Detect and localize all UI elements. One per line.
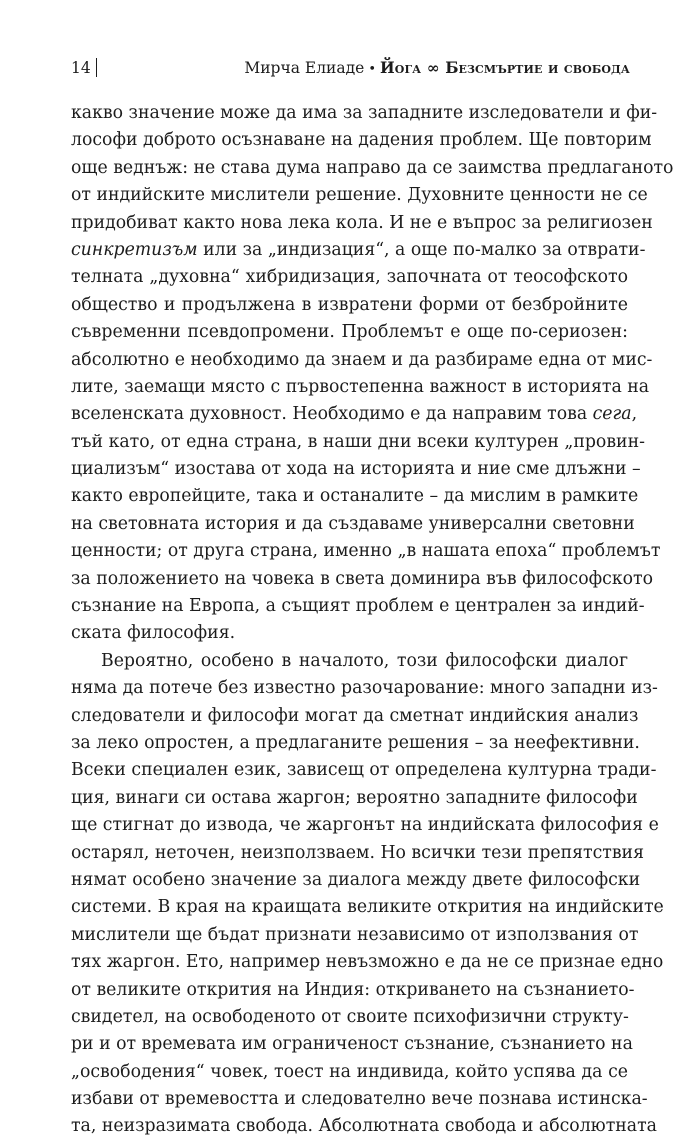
text-line: ри и от времевата им ограниченост съзнание, съзнанието на bbox=[71, 1034, 633, 1055]
text-line: няма да потече без известно разочарование: много западни из- bbox=[71, 678, 658, 699]
text-line: от индийските мислители решение. Духовните ценности не се bbox=[71, 185, 648, 206]
paragraph-end-line: ската философия. bbox=[71, 623, 236, 644]
text-line: какво значение може да има за западните изследователи и фи- bbox=[71, 103, 658, 123]
text-line: вселенската духовност. Необходимо е да направим това сега, bbox=[71, 404, 638, 425]
text-line: на световната история и да създаваме универсални световни bbox=[71, 513, 635, 534]
text-line: та, неизразимата свобода. Абсолютната свобода и абсолютната bbox=[71, 1116, 657, 1137]
text-line: синкретизъм или за „индизация“, а още по-малко за отврати- bbox=[71, 239, 646, 260]
text-line: за леко опростен, а предлаганите решения – за неефективни. bbox=[71, 732, 640, 753]
paragraph-start-line: Вероятно, особено в началото, този философски диалог bbox=[101, 650, 628, 671]
emphasized-word: сега bbox=[592, 404, 632, 425]
bullet-separator: • bbox=[368, 62, 377, 77]
text-line: общество и продължена в извратени форми от безбройните bbox=[71, 294, 628, 315]
text-line: още веднъж: не става дума направо да се заимства предлаганото bbox=[71, 157, 674, 178]
page-number: 14 bbox=[71, 57, 97, 79]
text-line: ще стигнат до извода, че жаргонът на индийската философия е bbox=[71, 815, 659, 836]
text-line: циализъм“ изостава от хода на историята и ние сме длъжни – bbox=[71, 459, 641, 480]
emphasized-word: синкретизъм bbox=[71, 239, 198, 260]
text-line: ция, винаги си остава жаргон; вероятно западните философи bbox=[71, 787, 638, 808]
text-line: избави от времевостта и следователно вече познава истинска- bbox=[71, 1089, 648, 1110]
text-line: тъй като, от една страна, в наши дни всеки културен „провин- bbox=[71, 431, 645, 452]
text-line: ценности; от друга страна, именно „в нашата епоха“ проблемът bbox=[71, 541, 661, 562]
text-line: остарял, неточен, неизползваем. Но всички тези препятствия bbox=[71, 842, 644, 863]
running-title bbox=[244, 57, 630, 81]
text-line: мислители ще бъдат признати независимо от използвания от bbox=[71, 924, 639, 945]
text-line: съвременни псевдопромени. Проблемът е още по-сериозен: bbox=[71, 322, 628, 343]
text-line: „освободения“ човек, тоест на индивида, който успява да се bbox=[71, 1061, 628, 1082]
body-text bbox=[71, 100, 674, 1141]
text-line: системи. В края на краищата великите открития на индийските bbox=[71, 897, 664, 918]
text-line: тях жаргон. Ето, например невъзможно е да не се признае едно bbox=[71, 952, 664, 973]
text-line: телната „духовна“ хибридизация, започната от теософското bbox=[71, 267, 628, 288]
text-line: лософи доброто осъзнаване на дадения проблем. Ще повторим bbox=[71, 130, 652, 151]
text-line: за положението на човека в света доминира във философското bbox=[71, 568, 654, 589]
page-number-divider bbox=[96, 58, 98, 77]
text-line: придобиват както нова лека кола. И не е въпрос за религиозен bbox=[71, 212, 653, 233]
text-line: абсолютно е необходимо да знаем и да разбираме една от мис- bbox=[71, 349, 653, 370]
text-line: съзнание на Европа, а същият проблем е централен за индий- bbox=[71, 596, 645, 617]
author-name: Мирча Елиаде bbox=[244, 59, 365, 77]
text-line: Всеки специален език, зависещ от определена културна тради- bbox=[71, 760, 657, 781]
text-line: свидетел, на освободеното от своите психофизични структу- bbox=[71, 1006, 629, 1027]
text-line: нямат особено значение за диалога между двете философски bbox=[71, 869, 641, 890]
running-head bbox=[71, 57, 630, 79]
book-title: Йога ∞ Безсмъртие и свобода bbox=[380, 58, 630, 77]
text-line: лите, заемащи място с първостепенна важност в историята на bbox=[71, 376, 650, 397]
text-line: от великите открития на Индия: откриването на съзнанието- bbox=[71, 979, 635, 1000]
text-line: както европейците, така и останалите – да мислим в рамките bbox=[71, 486, 639, 507]
text-line: следователи и философи могат да сметнат индийския анализ bbox=[71, 705, 639, 726]
